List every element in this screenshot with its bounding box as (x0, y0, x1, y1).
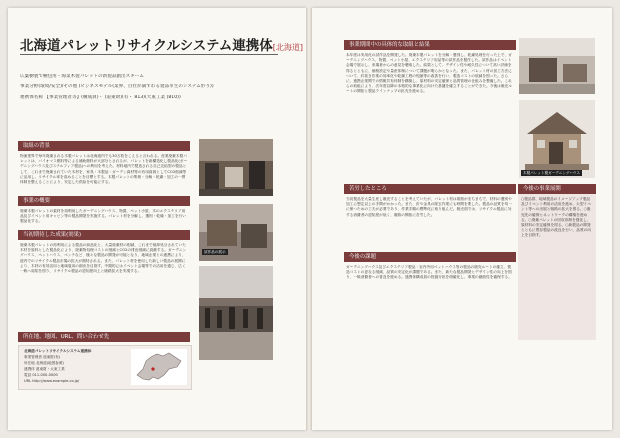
section-heading-strengths: 苦労したところ (344, 184, 516, 194)
photo-caption-top: 試作品の展示 (204, 250, 226, 254)
photo-caption-mid: 木製パレット製ガーデニングハウス (523, 171, 580, 175)
region-label: [北海道] (272, 43, 304, 52)
info-line-2: 事業管理者 道東財(有) (24, 355, 61, 359)
section-heading-results: 当初期待した成果(効果) (18, 230, 190, 240)
info-box (18, 345, 192, 390)
info-line-6: URL http://www.example.co.jp/ (24, 379, 80, 383)
photo-garden-house-display (199, 204, 273, 261)
section-body-overview: 廃棄木製パレットの素材を再利用したガーデニングハウス、物置、ペット小屋、木のエクステリア用品及びイベント用キャビン等の製品開発を実施する。パレット材を分解し、選別・乾燥・加工を行い製品化する。 (20, 209, 186, 224)
section-heading-overview: 事業の概要 (18, 196, 190, 206)
hokkaido-map-icon (131, 349, 187, 385)
section-heading-info: 所在地、地図、URL、問い合わせ先 (18, 332, 190, 342)
page-title (20, 34, 304, 54)
section-body-future: ガーデニングハウス及びエクステリア製品・室内外用ペットハウス等の製品の販売ルートの確立、製造コストの更なる削減、品質の安定化が課題である。また、新たな製品開発とデザイン性の向上を図り、一般消費者への普及を進める。連携体構成員の役割分担を明確化し、事業の継続性を確保する。 (346, 265, 512, 280)
info-line-1: 北海道パレットリサイクルシステム連携体 (24, 349, 92, 353)
section-body-goals: 本年度は実用化の試作品を開発した。廃棄木製パレットを分解・選別し、乾燥処理を行った上で、ガーデニングハウス、物置、ペット小屋、エクステリア用品等の試作品を製作した。試作品はイベント会場で展示し、来場者からの意見を聴取した。結果として、デザイン性や耐久性について高い評価を得るとともに、価格設定や量産体制について課題が明らかとなった。また、パレット材の加工方法について、釘抜き作業の効率化や乾燥工程の短縮等の改善を行い、製造コストの低減を図った。さらに、連携企業間での情報共有体制を構築し、原材料の安定確保と品質管理の仕組みを整備した。これらの取組により、次年度以降の本格的な事業化に向けた基盤を確立することができた。今後は販売ルートの開拓と製品ラインナップの拡充を進める。 (346, 53, 512, 94)
photo-event-crowd (199, 266, 273, 360)
photo-garden-house (519, 100, 595, 178)
info-line-3: 所在地 北海道(地図参照) (24, 361, 64, 365)
section-heading-background: 取組の背景 (18, 141, 190, 151)
photo-exhibition (199, 139, 273, 196)
section-heading-future: 今後の課題 (344, 252, 516, 262)
page-spine (306, 8, 312, 430)
meta-line-1: 広葉樹製で梱包用・海業木製パレットの新製品創出スキーム (20, 74, 144, 79)
section-body-results: 廃棄木製パレットの再利用による製品の商品化と、大量廃棄材の削減、これまで焼却処分されていた木材を原料とした製品化により、廃棄物処理コストの削減とCO2の排出削減に貢献する。ガーデニングハウス、ペットハウス、ベンチなど、様々な製品の開発が可能となり、地域企業との連携により、道内でのリサイクル製品市場の拡大が期待される。また、パレット材を使用した新しい製品の展開により、木材の有効活用と地域雇用の創出を目指す。中期的にはイベント会場等での活用を通じ、広く一般へ周知を図り、リサイクル製品の認知度向上と販路拡大を実現する。 (20, 243, 187, 274)
title-text: 北海道パレットリサイクルシステム連携体 (20, 38, 273, 54)
info-line-5: 電話 011-000-0000 (24, 373, 58, 377)
section-body-background: 物流業界で毎年廃棄される木製パレットは北海道内でも30万枚をこえると言われる。産業廃棄木製パレットは、バイオマス燃料等による補助燃料が大部分とされるが、パレットを新構造化し製品化(ガーデニングハウス及びスチルフィア製品)への利用を考えた。材料地内で製造される自己完結型の製品として、これまで廃棄されていた木材を、家具・木製品・ガーデン資材等の有用資源としてCO2削減等に活用し、リサイクル率を高めることを目標とする。木製パレットの集荷・分解・乾燥・加工の一貫体制を整えることにより、安定した供給を可能にする。 (20, 154, 188, 185)
section-body-strengths: 当初製品を大量生産し販売することを考えていたが、パレット材は規格がまちまちで、材料の選別や加工に想定以上の手間がかかった。また、釘や金具の除去作業にも時間を要した。製品の品質を均一に保つための工夫が必要であり、作業手順の標準化に取り組んだ。販売面では、リサイクル製品に対する消費者の認知度が低く、販路の開拓に苦労した。 (346, 197, 512, 217)
info-line-4: 連携体 道東財・大東工業 (24, 367, 65, 371)
section-heading-goals: 事業期間中の具体的な取組と結果 (344, 40, 516, 50)
meta-line-2: 事業分野(環境/安全)/その他 (ビジネスモデル(業界、目社が満ずわる製品市生のシステム形り)) (20, 84, 214, 89)
photo-product-site (519, 38, 595, 94)
section-body-plan: ○製品群、地域製品のイメージアップ製品及びイベント利用の活用を進め、大型イベント等への出展と販路の拡大を図る。○販売先の確保とネットワークの構築を進める。○廃棄パレットの回収体制を強化し、原材料の安定確保を図る。○新製品の開発とともに既存製品の改良を行い、品質の向上を目指す。 (521, 197, 592, 238)
title-rule (20, 54, 278, 55)
section-heading-plan: 今後の事業展開 (518, 184, 596, 194)
meta-line-3: 連携体名称 【事業管理者等】(構成員)・ (道東財)(有・ 813)(大東工業 (810)) (20, 95, 181, 100)
garden-house-icon (519, 100, 595, 178)
